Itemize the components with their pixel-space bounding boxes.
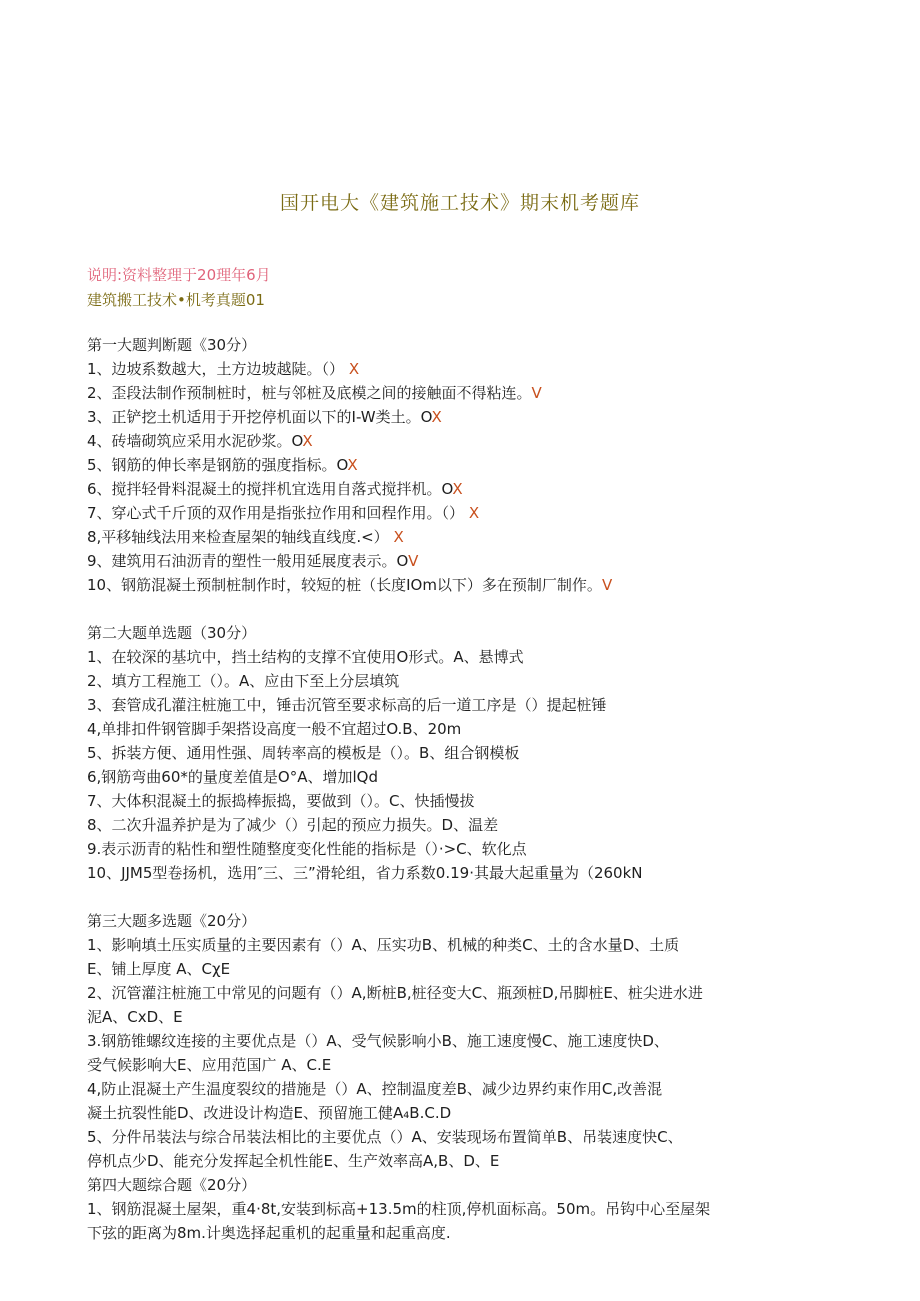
answer-mark: X: [393, 528, 404, 546]
question-text: 1、边坡系数越大，土方边坡越陡。（）: [87, 360, 345, 378]
answer-mark: X: [302, 432, 313, 450]
question-item: [87, 429, 832, 453]
question-item: [87, 501, 832, 525]
section-heading: 第三大题多选题《20分）: [87, 912, 257, 930]
section-heading: 第二大题单选题（30分）: [87, 624, 257, 642]
section-judgement: [87, 333, 832, 597]
answer-mark: X: [431, 408, 442, 426]
section-heading: 第一大题判断题《30分）: [87, 336, 257, 354]
question-item: 7、大体积混凝土的振捣棒振捣，要做到（）。C、快插慢拔: [87, 792, 475, 810]
question-item: 5、分件吊装法与综合吊装法相比的主要优点（）A、安装现场布置简单B、吊装速度快C、: [87, 1128, 683, 1146]
question-item: 3、套管成孔灌注桩施工中，锤击沉管至要求标高的后一道工序是（）提起桩锤: [87, 696, 607, 714]
question-text: 6、搅拌轻骨料混凝土的搅拌机宜选用自落式搅拌机。O: [87, 480, 453, 498]
question-item: [87, 453, 832, 477]
question-item: [87, 573, 832, 597]
question-item: 受气候影响大E、应用范国广 A、C.E: [87, 1056, 332, 1074]
question-item: 10、JJM5型卷扬机，选用″三、三”滑轮组，省力系数0.19·其最大起重量为（260kN: [87, 864, 643, 882]
section-multiple-choice: [87, 909, 832, 1173]
question-item: 1、在较深的基坑中，挡土结构的支撑不宜使用O形式。A、悬博式: [87, 648, 524, 666]
question-text: 5、钢筋的伸长率是钢筋的强度指标。O: [87, 456, 348, 474]
section-comprehensive: [87, 1173, 832, 1245]
question-item: 4,防止混凝土产生温度裂纹的措施是（）A、控制温度差B、减少边界约束作用C,改善混: [87, 1080, 663, 1098]
question-item: 8、二次升温养护是为了减少（）引起的预应力损失。D、温差: [87, 816, 499, 834]
question-text: 10、钢筋混凝土预制桩制作时，较短的桩（长度IOm以下）多在预制厂制作。: [87, 576, 602, 594]
question-item: E、铺上厚度 A、CχE: [87, 960, 231, 978]
question-item: 5、拆装方便、通用性强、周转率高的模板是（）。B、组合钢模板: [87, 744, 520, 762]
answer-mark: V: [531, 384, 542, 402]
question-item: 凝土抗裂性能D、改进设计构造E、预留施工健A₄B.C.D: [87, 1104, 452, 1122]
question-item: 1、钢筋混凝土屋架，重4·8t,安装到标高+13.5m的柱顶,停机面标高。50m。吊钩中心至屋架: [87, 1200, 711, 1218]
answer-mark: X: [347, 456, 358, 474]
question-item: 泥A、CxD、E: [87, 1008, 183, 1026]
question-item: 4,单排扣件钢管脚手架搭设高度一般不宜超过O.B、20m: [87, 720, 462, 738]
question-item: 1、影响填土压实质量的主要因素有（）A、压实功B、机械的种类C、土的含水量D、土质: [87, 936, 680, 954]
section-single-choice: [87, 621, 832, 885]
question-content: [87, 333, 832, 1245]
question-item: 6,钢筋弯曲60*的量度差值是O°A、增加lQd: [87, 768, 378, 786]
question-item: [87, 549, 832, 573]
document-title: 国开电大《建筑施工技术》期末机考题库: [279, 192, 640, 214]
question-item: 下弦的距离为8m.计奥选择起重机的起重量和起重高度.: [87, 1224, 451, 1242]
question-item: [87, 357, 832, 381]
question-item: [87, 381, 832, 405]
question-item: [87, 525, 832, 549]
answer-mark: X: [468, 504, 480, 522]
answer-mark: V: [408, 552, 419, 570]
question-item: 2、填方工程施工（）。A、应由下至上分层填筑: [87, 672, 400, 690]
answer-mark: X: [348, 360, 360, 378]
question-item: 停机点少D、能充分发挥起全机性能E、生产效率高A,B、D、E: [87, 1152, 500, 1170]
question-text: 9、建筑用石油沥青的塑性一般用延展度表示。O: [87, 552, 409, 570]
answer-mark: X: [452, 480, 463, 498]
question-item: 2、沉管灌注桩施工中常见的问题有（）A,断桩B,桩径变大C、瓶颈桩D,吊脚桩E、桩尖进水进: [87, 984, 703, 1002]
document-subtitle: 建筑搬工技术•机考真题01: [87, 291, 265, 309]
question-item: 9.表示沥青的粘性和塑性随整度变化性能的指标是（）·>C、软化点: [87, 840, 527, 858]
question-text: 7、穿心式千斤顶的双作用是指张拉作用和回程作用。（）: [87, 504, 465, 522]
question-item: 3.钢筋锥螺纹连接的主要优点是（）A、受气候影响小B、施工速度慢C、施工速度快D、: [87, 1032, 669, 1050]
question-text: 4、砖墙砌筑应采用水泥砂浆。O: [87, 432, 303, 450]
question-text: 8,平移轴线法用来检查屋架的轴线直线度.<）: [87, 528, 389, 546]
section-heading: 第四大题综合题《20分）: [87, 1176, 257, 1194]
question-item: [87, 405, 832, 429]
question-text: 3、正铲挖土机适用于开挖停机面以下的I-W类土。O: [87, 408, 432, 426]
question-text: 2、歪段法制作预制桩时，桩与邻桩及底模之间的接触面不得粘连。: [87, 384, 532, 402]
document-note: 说明:资料整理于20理年6月: [87, 266, 271, 284]
question-item: [87, 477, 832, 501]
answer-mark: V: [601, 576, 613, 594]
